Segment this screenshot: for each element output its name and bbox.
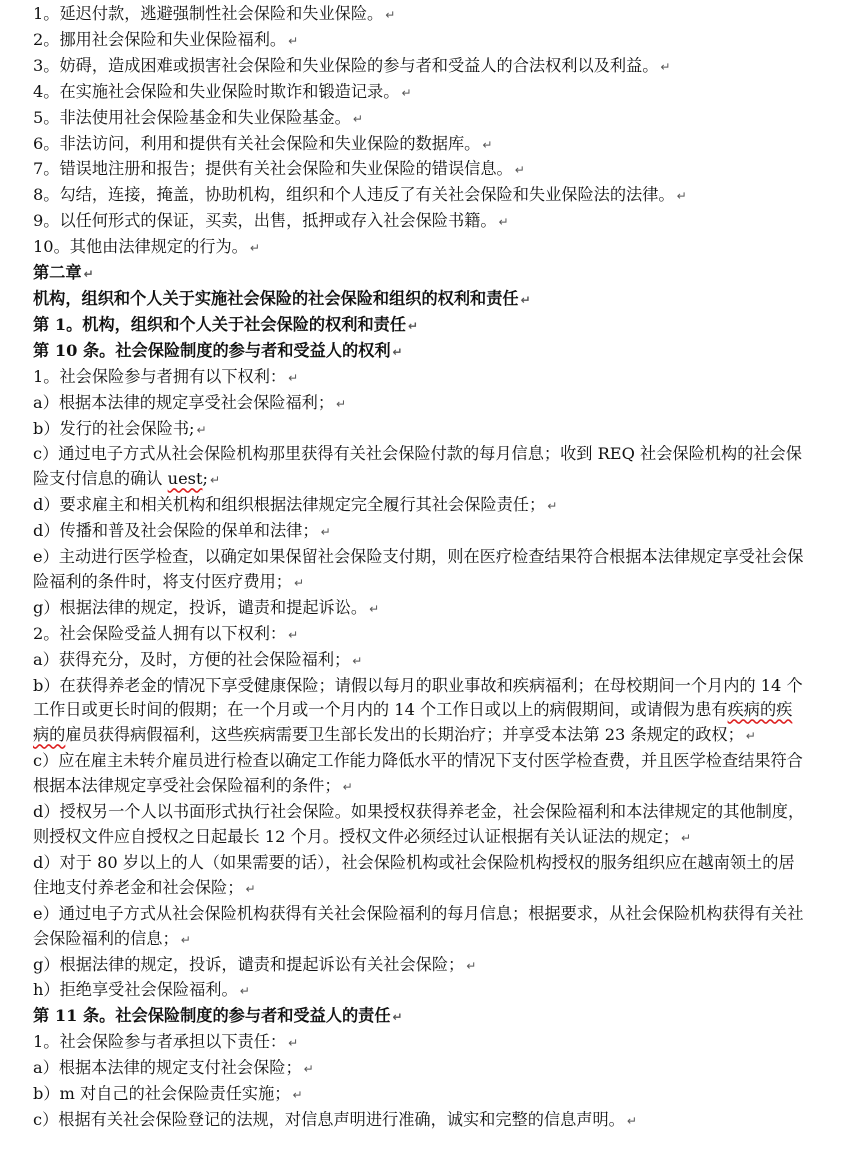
paragraph-mark-icon: ↵	[498, 215, 509, 230]
paragraph-mark-icon: ↵	[239, 984, 250, 999]
line-text: 1。延迟付款，逃避强制性社会保险和失业保险。	[33, 4, 384, 23]
paragraph-mark-icon: ↵	[292, 1088, 303, 1103]
paragraph-mark-icon: ↵	[392, 344, 403, 359]
paragraph-mark-icon: ↵	[660, 59, 671, 74]
text-line	[33, 596, 808, 622]
paragraph-mark-icon: ↵	[547, 499, 558, 514]
text-line	[33, 391, 808, 417]
line-text: g）根据法律的规定，投诉，谴责和提起诉讼有关社会保险；	[33, 954, 465, 974]
line-text: b）发行的社会保险书;	[33, 418, 195, 438]
text-line	[33, 1108, 808, 1134]
text-line	[33, 2, 808, 28]
line-text: d）传播和普及社会保险的保单和法律；	[33, 521, 319, 541]
paragraph-mark-icon: ↵	[482, 137, 493, 152]
line-text: 5。非法使用社会保险基金和失业保险基金。	[33, 107, 351, 127]
text-line	[33, 54, 808, 80]
line-text-tail: 雇员获得病假福利，这些疾病需要卫生部长发出的长期治疗；并享受本法第 23 条规定的政权；	[65, 725, 744, 745]
text-line	[33, 851, 808, 902]
text-line	[33, 157, 808, 183]
line-text: g）根据法律的规定，投诉，谴责和提起诉讼。	[33, 597, 368, 617]
paragraph-mark-icon: ↵	[196, 422, 207, 437]
spellcheck-underlined-text: 疾病的疾病的	[33, 700, 793, 745]
paragraph-mark-icon: ↵	[408, 318, 419, 333]
line-text: d）对于 80 岁以上的人（如果需要的话），社会保险机构或社会保险机构授权的服务组织应在越南领土的居住地支付养老金和社会保险；	[33, 852, 795, 897]
heading-line	[33, 261, 808, 287]
line-text: 1。社会保险参与者承担以下责任：	[33, 1032, 287, 1052]
paragraph-mark-icon: ↵	[681, 831, 692, 845]
paragraph-mark-icon: ↵	[401, 85, 412, 100]
paragraph-mark-icon: ↵	[385, 8, 396, 22]
paragraph-mark-icon: ↵	[336, 396, 347, 411]
line-text: 9。以任何形式的保证，买卖，出售，抵押或存入社会保险书籍。	[33, 211, 497, 231]
text-line	[33, 953, 808, 979]
line-text: 6。非法访问，利用和提供有关社会保险和失业保险的数据库。	[33, 133, 481, 153]
line-text: 8。勾结，连接，掩盖，协助机构，组织和个人违反了有关社会保险和失业保险法的法律。	[33, 185, 675, 205]
line-text: 第 11 条。社会保险制度的参与者和受益人的责任	[33, 1006, 391, 1026]
line-text: a）获得充分，及时，方便的社会保险福利；	[33, 649, 351, 669]
text-line	[33, 622, 808, 648]
paragraph-mark-icon: ↵	[466, 958, 477, 973]
line-text: 3。妨碍，造成困难或损害社会保险和失业保险的参与者和受益人的合法权利以及利益。	[33, 55, 659, 75]
paragraph-mark-icon: ↵	[209, 473, 221, 488]
paragraph-mark-icon: ↵	[83, 267, 94, 282]
line-text: 第 1。机构，组织和个人关于社会保险的权利和责任	[33, 314, 407, 334]
text-line	[33, 80, 808, 106]
line-text: 4。在实施社会保险和失业保险时欺诈和锻造记录。	[33, 81, 400, 101]
paragraph-mark-icon: ↵	[303, 1062, 314, 1077]
text-line	[33, 902, 808, 953]
document-body	[33, 2, 808, 1134]
line-text: 10。其他由法律规定的行为。	[33, 237, 248, 257]
text-line	[33, 28, 808, 54]
line-text: b）在获得养老金的情况下享受健康保险；请假以每月的职业事故和疾病福利；在母校期间一个月内的 14 个工作日或更长时间的假期；在一个月或一个月内的 14 个工作日或以上的病假期间，或请假为患有	[33, 675, 803, 720]
paragraph-mark-icon: ↵	[676, 189, 687, 204]
line-text: e）通过电子方式从社会保险机构获得有关社会保险福利的每月信息；根据要求，从社会保险机构获得有关社会保险福利的信息；	[33, 903, 804, 948]
heading-line	[33, 287, 808, 313]
line-text-tail: ;	[202, 469, 208, 489]
paragraph-mark-icon: ↵	[352, 111, 363, 126]
text-line	[33, 417, 808, 443]
text-line	[33, 749, 808, 800]
paragraph-mark-icon: ↵	[514, 163, 525, 178]
paragraph-mark-icon: ↵	[342, 780, 353, 795]
text-line	[33, 648, 808, 674]
text-line	[33, 493, 808, 519]
paragraph-mark-icon: ↵	[294, 575, 305, 590]
line-text: 7。错误地注册和报告；提供有关社会保险和失业保险的错误信息。	[33, 159, 513, 179]
text-line	[33, 519, 808, 545]
paragraph-mark-icon: ↵	[245, 881, 256, 896]
line-text: 机构，组织和个人关于实施社会保险的社会保险和组织的权利和责任	[33, 288, 519, 308]
paragraph-mark-icon: ↵	[249, 241, 260, 256]
heading-line	[33, 339, 808, 365]
paragraph-mark-icon: ↵	[288, 33, 299, 48]
paragraph-mark-icon: ↵	[626, 1113, 637, 1128]
line-text: d）授权另一个人以书面形式执行社会保险。如果授权获得养老金，社会保险福利和本法律规定的其他制度，则授权文件应自授权之日起最长 12 个月。授权文件必须经过认证根据有关认证法的规定；	[33, 802, 805, 846]
paragraph-mark-icon: ↵	[288, 370, 299, 385]
text-line	[33, 674, 808, 750]
line-text: 1。社会保险参与者拥有以下权利：	[33, 366, 287, 386]
paragraph-mark-icon: ↵	[288, 627, 299, 642]
paragraph-mark-icon: ↵	[320, 525, 331, 540]
text-line	[33, 132, 808, 158]
line-text: h）拒绝享受社会保险福利。	[33, 980, 238, 1000]
paragraph-mark-icon: ↵	[180, 932, 191, 947]
line-text: a）根据本法律的规定支付社会保险；	[33, 1058, 302, 1078]
text-line	[33, 442, 808, 493]
text-line	[33, 209, 808, 235]
heading-line	[33, 1004, 808, 1030]
text-line	[33, 545, 808, 596]
line-text: 2。挪用社会保险和失业保险福利。	[33, 29, 287, 49]
text-line	[33, 1030, 808, 1056]
line-text: b）m 对自己的社会保险责任实施；	[33, 1084, 291, 1104]
line-text: e）主动进行医学检查，以确定如果保留社会保险支付期，则在医疗检查结果符合根据本法律规定享受社会保险福利的条件时，将支付医疗费用；	[33, 547, 804, 591]
paragraph-mark-icon: ↵	[745, 729, 756, 744]
line-text: 第 10 条。社会保险制度的参与者和受益人的权利	[33, 340, 391, 360]
line-text: 第二章	[33, 263, 82, 283]
paragraph-mark-icon: ↵	[520, 292, 531, 307]
text-line	[33, 978, 808, 1004]
text-line	[33, 1056, 808, 1082]
text-line	[33, 235, 808, 261]
line-text: 2。社会保险受益人拥有以下权利：	[33, 623, 287, 643]
text-line	[33, 106, 808, 132]
paragraph-mark-icon: ↵	[392, 1010, 403, 1025]
line-text: c）根据有关社会保险登记的法规，对信息声明进行准确，诚实和完整的信息声明。	[33, 1109, 625, 1129]
line-text: c）通过电子方式从社会保险机构那里获得有关社会保险付款的每月信息；收到 REQ 社会保险机构的社会保险支付信息的确认	[33, 444, 802, 489]
paragraph-mark-icon: ↵	[352, 653, 363, 668]
text-line	[33, 800, 808, 851]
text-line	[33, 183, 808, 209]
text-line	[33, 365, 808, 391]
paragraph-mark-icon: ↵	[288, 1036, 299, 1051]
line-text: a）根据本法律的规定享受社会保险福利；	[33, 392, 335, 412]
spellcheck-underlined-text: uest	[167, 469, 203, 489]
line-text: d）要求雇主和相关机构和组织根据法律规定完全履行其社会保险责任；	[33, 495, 546, 515]
paragraph-mark-icon: ↵	[369, 601, 380, 616]
heading-line	[33, 313, 808, 339]
text-line	[33, 1082, 808, 1108]
line-text: c）应在雇主未转介雇员进行检查以确定工作能力降低水平的情况下支付医学检查费，并且医学检查结果符合根据本法律规定享受社会保险福利的条件；	[33, 751, 803, 796]
